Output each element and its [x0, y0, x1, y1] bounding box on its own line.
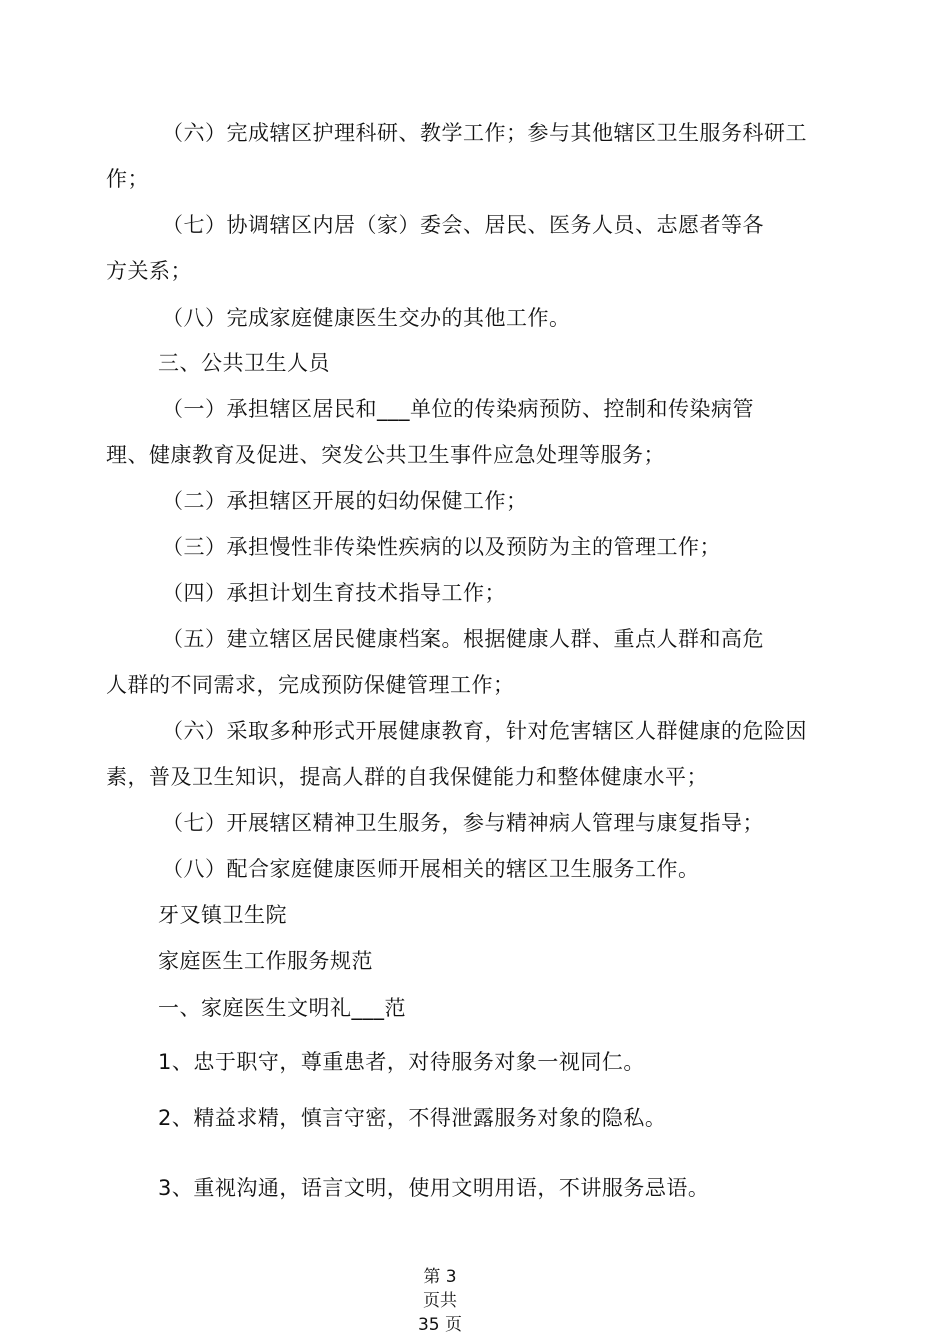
page-number-line: 页共 — [423, 1291, 457, 1311]
paragraph-line: 方关系； — [106, 259, 192, 283]
paragraph-line: （二）承担辖区开展的妇幼保健工作； — [162, 489, 528, 513]
page-number-line: 第 3 — [423, 1267, 457, 1287]
paragraph-line: （六）采取多种形式开展健康教育，针对危害辖区人群健康的危险因 — [162, 719, 807, 743]
section-heading: 一、家庭医生文明礼___范 — [158, 996, 406, 1020]
paragraph-line: 理、健康教育及促进、突发公共卫生事件应急处理等服务； — [106, 443, 665, 467]
list-item: 3、重视沟通，语言文明，使用文明用语，不讲服务忌语。 — [158, 1176, 710, 1200]
paragraph-line: （八）完成家庭健康医生交办的其他工作。 — [162, 306, 571, 330]
paragraph-line: 素，普及卫生知识，提高人群的自我保健能力和整体健康水平； — [106, 765, 708, 789]
organization-name: 牙叉镇卫生院 — [158, 903, 287, 927]
list-item: 2、精益求精，慎言守密，不得泄露服务对象的隐私。 — [158, 1106, 667, 1130]
paragraph-line: （四）承担计划生育技术指导工作； — [162, 581, 506, 605]
page-number-line: 35 页 — [417, 1315, 463, 1335]
paragraph-line: （六）完成辖区护理科研、教学工作；参与其他辖区卫生服务科研工 — [162, 121, 807, 145]
list-item: 1、忠于职守，尊重患者，对待服务对象一视同仁。 — [158, 1050, 645, 1074]
paragraph-line: （八）配合家庭健康医师开展相关的辖区卫生服务工作。 — [162, 857, 700, 881]
paragraph-line: 人群的不同需求，完成预防保健管理工作； — [106, 673, 515, 697]
paragraph-line: （五）建立辖区居民健康档案。根据健康人群、重点人群和高危 — [162, 627, 764, 651]
paragraph-line: （七）开展辖区精神卫生服务，参与精神病人管理与康复指导； — [162, 811, 764, 835]
paragraph-line: （七）协调辖区内居（家）委会、居民、医务人员、志愿者等各 — [162, 213, 764, 237]
section-heading: 三、公共卫生人员 — [158, 351, 330, 375]
paragraph-line: 作； — [106, 167, 149, 191]
document-title: 家庭医生工作服务规范 — [158, 949, 373, 973]
paragraph-line: （三）承担慢性非传染性疾病的以及预防为主的管理工作； — [162, 535, 721, 559]
paragraph-line: （一）承担辖区居民和___单位的传染病预防、控制和传染病管 — [162, 397, 754, 421]
